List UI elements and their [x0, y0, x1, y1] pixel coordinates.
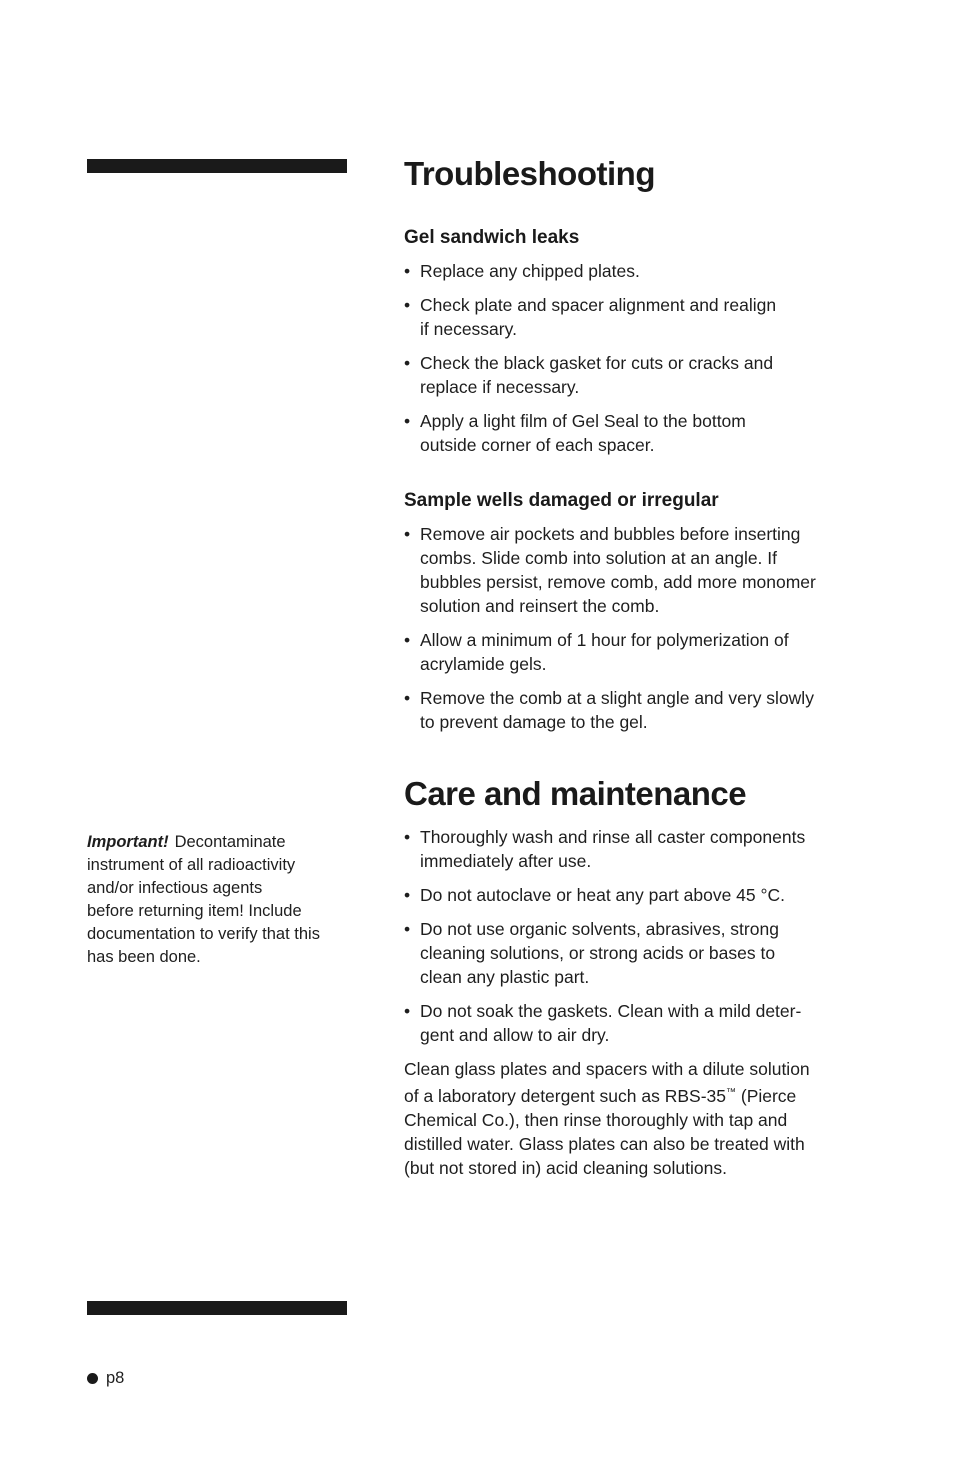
page-footer [87, 1367, 124, 1389]
care-paragraph [404, 1057, 859, 1180]
bullet-icon: • [404, 688, 411, 708]
bullet-icon: • [404, 885, 411, 905]
list-item [404, 825, 859, 873]
troubleshooting-title: Troubleshooting [404, 155, 655, 192]
list-item-text: Check the black gasket for cuts or cracks and replace if necessary. [420, 353, 774, 397]
list-item [404, 351, 859, 399]
bullet-icon: • [404, 353, 411, 373]
important-label: Important! [87, 833, 169, 851]
list-item-text: Do not autoclave or heat any part above 45 °C. [420, 885, 786, 905]
bullet-icon: • [404, 919, 411, 939]
care-paragraph-part-2: (Pierce Chemical Co.), then rinse thoroughly with tap and distilled water. Glass plates can also be treated with (but not stored in) acid cleaning solutions. [404, 1085, 805, 1178]
sample-wells-section [404, 489, 859, 734]
bullet-icon: • [404, 1001, 411, 1021]
list-item [404, 686, 859, 734]
list-item [404, 917, 859, 989]
list-item [404, 628, 859, 676]
bullet-dot-icon [87, 1373, 98, 1384]
gel-sandwich-leaks-list [404, 259, 859, 457]
list-item [404, 522, 859, 618]
list-item [404, 999, 859, 1047]
list-item [404, 259, 859, 283]
bullet-icon: • [404, 261, 411, 281]
bullet-icon: • [404, 295, 411, 315]
list-item [404, 293, 859, 341]
troubleshooting-section [404, 155, 859, 744]
list-item-text: Do not use organic solvents, abrasives, strong cleaning solutions, or strong acids or bases to clean any plastic part. [420, 919, 779, 987]
bullet-icon: • [404, 827, 411, 847]
important-text: Decontaminate instrument of all radioactivity and/or infectious agents before returning item! Include documentation to verify that this has been done. [87, 833, 320, 966]
page-number: p8 [106, 1369, 125, 1387]
care-paragraph-part-1: Clean glass plates and spacers with a dilute solution of a laboratory detergent such as RBS-35 [404, 1059, 810, 1106]
list-item-text: Apply a light film of Gel Seal to the bottom outside corner of each spacer. [420, 411, 746, 455]
bullet-icon: • [404, 524, 411, 544]
list-item-text: Remove the comb at a slight angle and very slowly to prevent damage to the gel. [420, 688, 814, 732]
list-item [404, 883, 859, 907]
gel-sandwich-leaks-heading: Gel sandwich leaks [404, 227, 580, 248]
list-item-text: Replace any chipped plates. [420, 261, 640, 281]
list-item-text: Do not soak the gaskets. Clean with a mild deter- gent and allow to air dry. [420, 1001, 802, 1045]
bullet-icon: • [404, 630, 411, 650]
list-item-text: Check plate and spacer alignment and realign if necessary. [420, 295, 777, 339]
care-title: Care and maintenance [404, 775, 747, 812]
important-note [87, 831, 352, 969]
bottom-rule [87, 1301, 347, 1315]
care-list [404, 825, 859, 1047]
list-item [404, 409, 859, 457]
sample-wells-list [404, 522, 859, 734]
list-item-text: Thoroughly wash and rinse all caster components immediately after use. [420, 827, 806, 871]
sample-wells-heading: Sample wells damaged or irregular [404, 490, 719, 511]
top-rule [87, 159, 347, 173]
list-item-text: Allow a minimum of 1 hour for polymerization of acrylamide gels. [420, 630, 789, 674]
gel-sandwich-leaks-section [404, 226, 859, 457]
care-section [404, 775, 859, 1180]
trademark-symbol: ™ [726, 1087, 736, 1098]
bullet-icon: • [404, 411, 411, 431]
list-item-text: Remove air pockets and bubbles before inserting combs. Slide comb into solution at an angle. If bubbles persist, remove comb, add more monomer solution and reinsert the comb. [420, 524, 816, 616]
